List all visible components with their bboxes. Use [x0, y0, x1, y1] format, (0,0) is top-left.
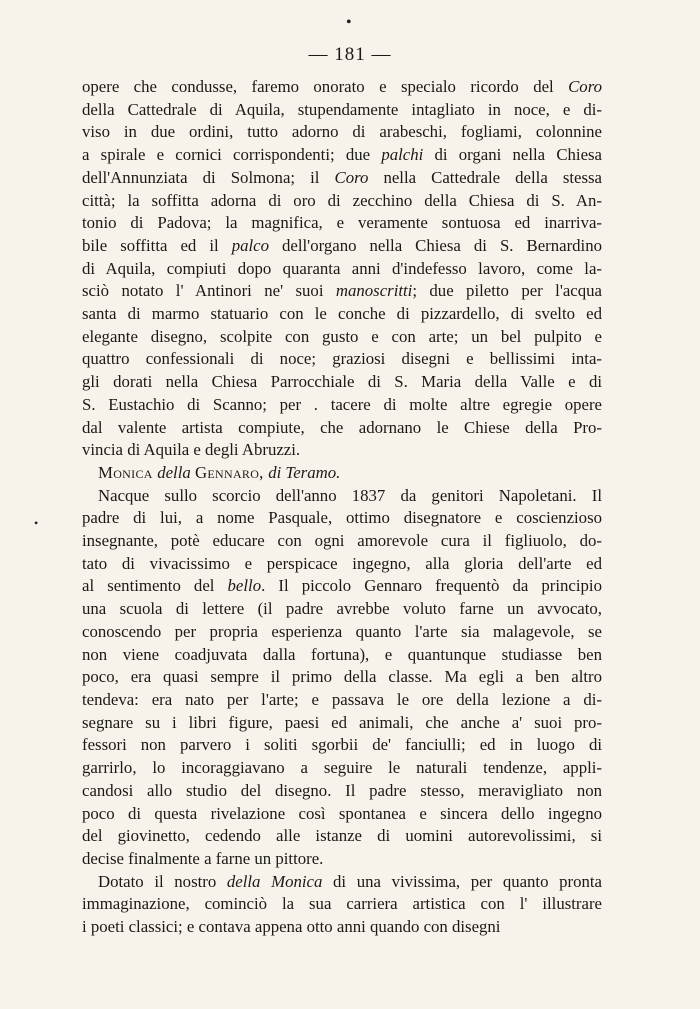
- text-line: non viene coadjuvata dalla fortuna), e quantunque studiasse ben: [82, 644, 602, 664]
- section-heading: [82, 462, 602, 485]
- text-line: i poeti classici; e contava appena otto anni quando con disegni: [82, 917, 501, 937]
- heading-forename: Gennaro,: [194, 462, 269, 482]
- text-line: opere che condusse, faremo onorato e specialo ricordo del Coro: [82, 77, 602, 96]
- text-line: di Aquila, compiuti dopo quaranta anni d'indefesso lavoro, come la-: [82, 258, 602, 278]
- italic-term: della Monica: [226, 871, 323, 891]
- text-line: immaginazione, cominciò la sua carriera artistica con l' illustrare: [82, 894, 602, 914]
- text-body: [82, 76, 602, 939]
- text-line: dell'Annunziata di Solmona; il Coro nella Cattedrale della stessa: [82, 167, 602, 187]
- text-line: segnare su i libri figure, paesi ed animali, che anche a' suoi pro-: [82, 712, 602, 732]
- text-line: a spirale e cornici corrispondenti; due palchi di organi nella Chiesa: [82, 145, 603, 165]
- italic-term: Coro: [334, 167, 369, 187]
- italic-term: bello: [227, 576, 262, 596]
- italic-term: palco: [231, 235, 269, 255]
- text-line: insegnante, potè educare con ogni amorevole cura il figliuolo, do-: [82, 531, 602, 551]
- text-line: tato di vivacissimo e perspicace ingegno, alla gloria dell'arte ed: [82, 553, 602, 573]
- text-line: vincia di Aquila e degli Abruzzi.: [82, 440, 301, 460]
- text-line: decise finalmente a farne un pittore.: [82, 848, 324, 868]
- text-line: sciò notato l' Antinori ne' suoi manoscritti; due piletto per l'acqua: [82, 281, 602, 301]
- text-line: bile soffitta ed il palco dell'organo nella Chiesa di S. Bernardino: [82, 235, 603, 255]
- text-line: del giovinetto, cedendo alle istanze di uomini autorevolissimi, si: [82, 826, 602, 846]
- text-line: della Cattedrale di Aquila, stupendamente intagliato in noce, e di-: [82, 99, 602, 119]
- italic-term: palchi: [381, 145, 424, 165]
- text-line: dal valente artista compiute, che adornano le Chiese della Pro-: [82, 417, 602, 437]
- text-line: una scuola di lettere (il padre avrebbe voluto farne un avvocato,: [82, 599, 602, 619]
- text-line: fessori non parvero i soliti sgorbii de' fanciulli; ed in luogo di: [82, 735, 602, 755]
- text-line: garrirlo, lo incoraggiavano a seguire le naturali tendenze, appli-: [82, 758, 602, 778]
- heading-place: di Teramo.: [268, 462, 341, 482]
- ink-speck: •: [346, 14, 352, 31]
- text-line: viso in due ordini, tutto adorno di arabeschi, fogliami, colonnine: [82, 122, 602, 142]
- text-line: quattro confessionali di noce; graziosi disegni e bellissimi inta-: [82, 349, 602, 369]
- text-line: padre di lui, a nome Pasquale, ottimo disegnatore e coscienzioso: [82, 508, 602, 528]
- text-line: S. Eustachio di Scanno; per . tacere di molte altre egregie opere: [82, 394, 602, 414]
- italic-term: Coro: [568, 77, 602, 96]
- heading-surname: Monica: [98, 462, 158, 482]
- text-line: elegante disegno, scolpite con gusto e con arte; un bel pulpito e: [82, 326, 602, 346]
- heading-particle: della: [157, 462, 195, 482]
- text-line: poco, era quasi sempre il primo della classe. Ma egli a ben altro: [82, 667, 602, 687]
- text-line: conoscendo per propria esperienza quanto l'arte sia malagevole, se: [82, 621, 602, 641]
- text-line: città; la soffitta adorna di oro di zecchino della Chiesa di S. An-: [82, 190, 602, 210]
- text-line: santa di marmo statuario con le conche di pizzardello, di svelto ed: [82, 304, 602, 324]
- italic-term: manoscritti: [335, 281, 413, 301]
- text-line: poco di questa rivelazione così spontanea e sincera dello ingegno: [82, 803, 602, 823]
- text-line: candosi allo studio del disegno. Il padre stesso, meravigliato non: [82, 780, 602, 800]
- ink-speck: •: [34, 516, 39, 530]
- page-number: — 181 —: [308, 44, 392, 65]
- text-line: tonio di Padova; la magnifica, e veramente sontuosa ed inarriva-: [82, 213, 602, 233]
- text-line: Dotato il nostro della Monica di una vivissima, per quanto pronta: [98, 871, 603, 891]
- text-line: gli dorati nella Chiesa Parrocchiale di S. Maria della Valle e di: [82, 372, 602, 392]
- text-line: tendeva: era nato per l'arte; e passava le ore della lezione a di-: [82, 689, 602, 709]
- text-line: Nacque sullo scorcio dell'anno 1837 da genitori Napoletani. Il: [98, 485, 602, 505]
- text-line: al sentimento del bello. Il piccolo Gennaro frequentò da principio: [82, 576, 602, 596]
